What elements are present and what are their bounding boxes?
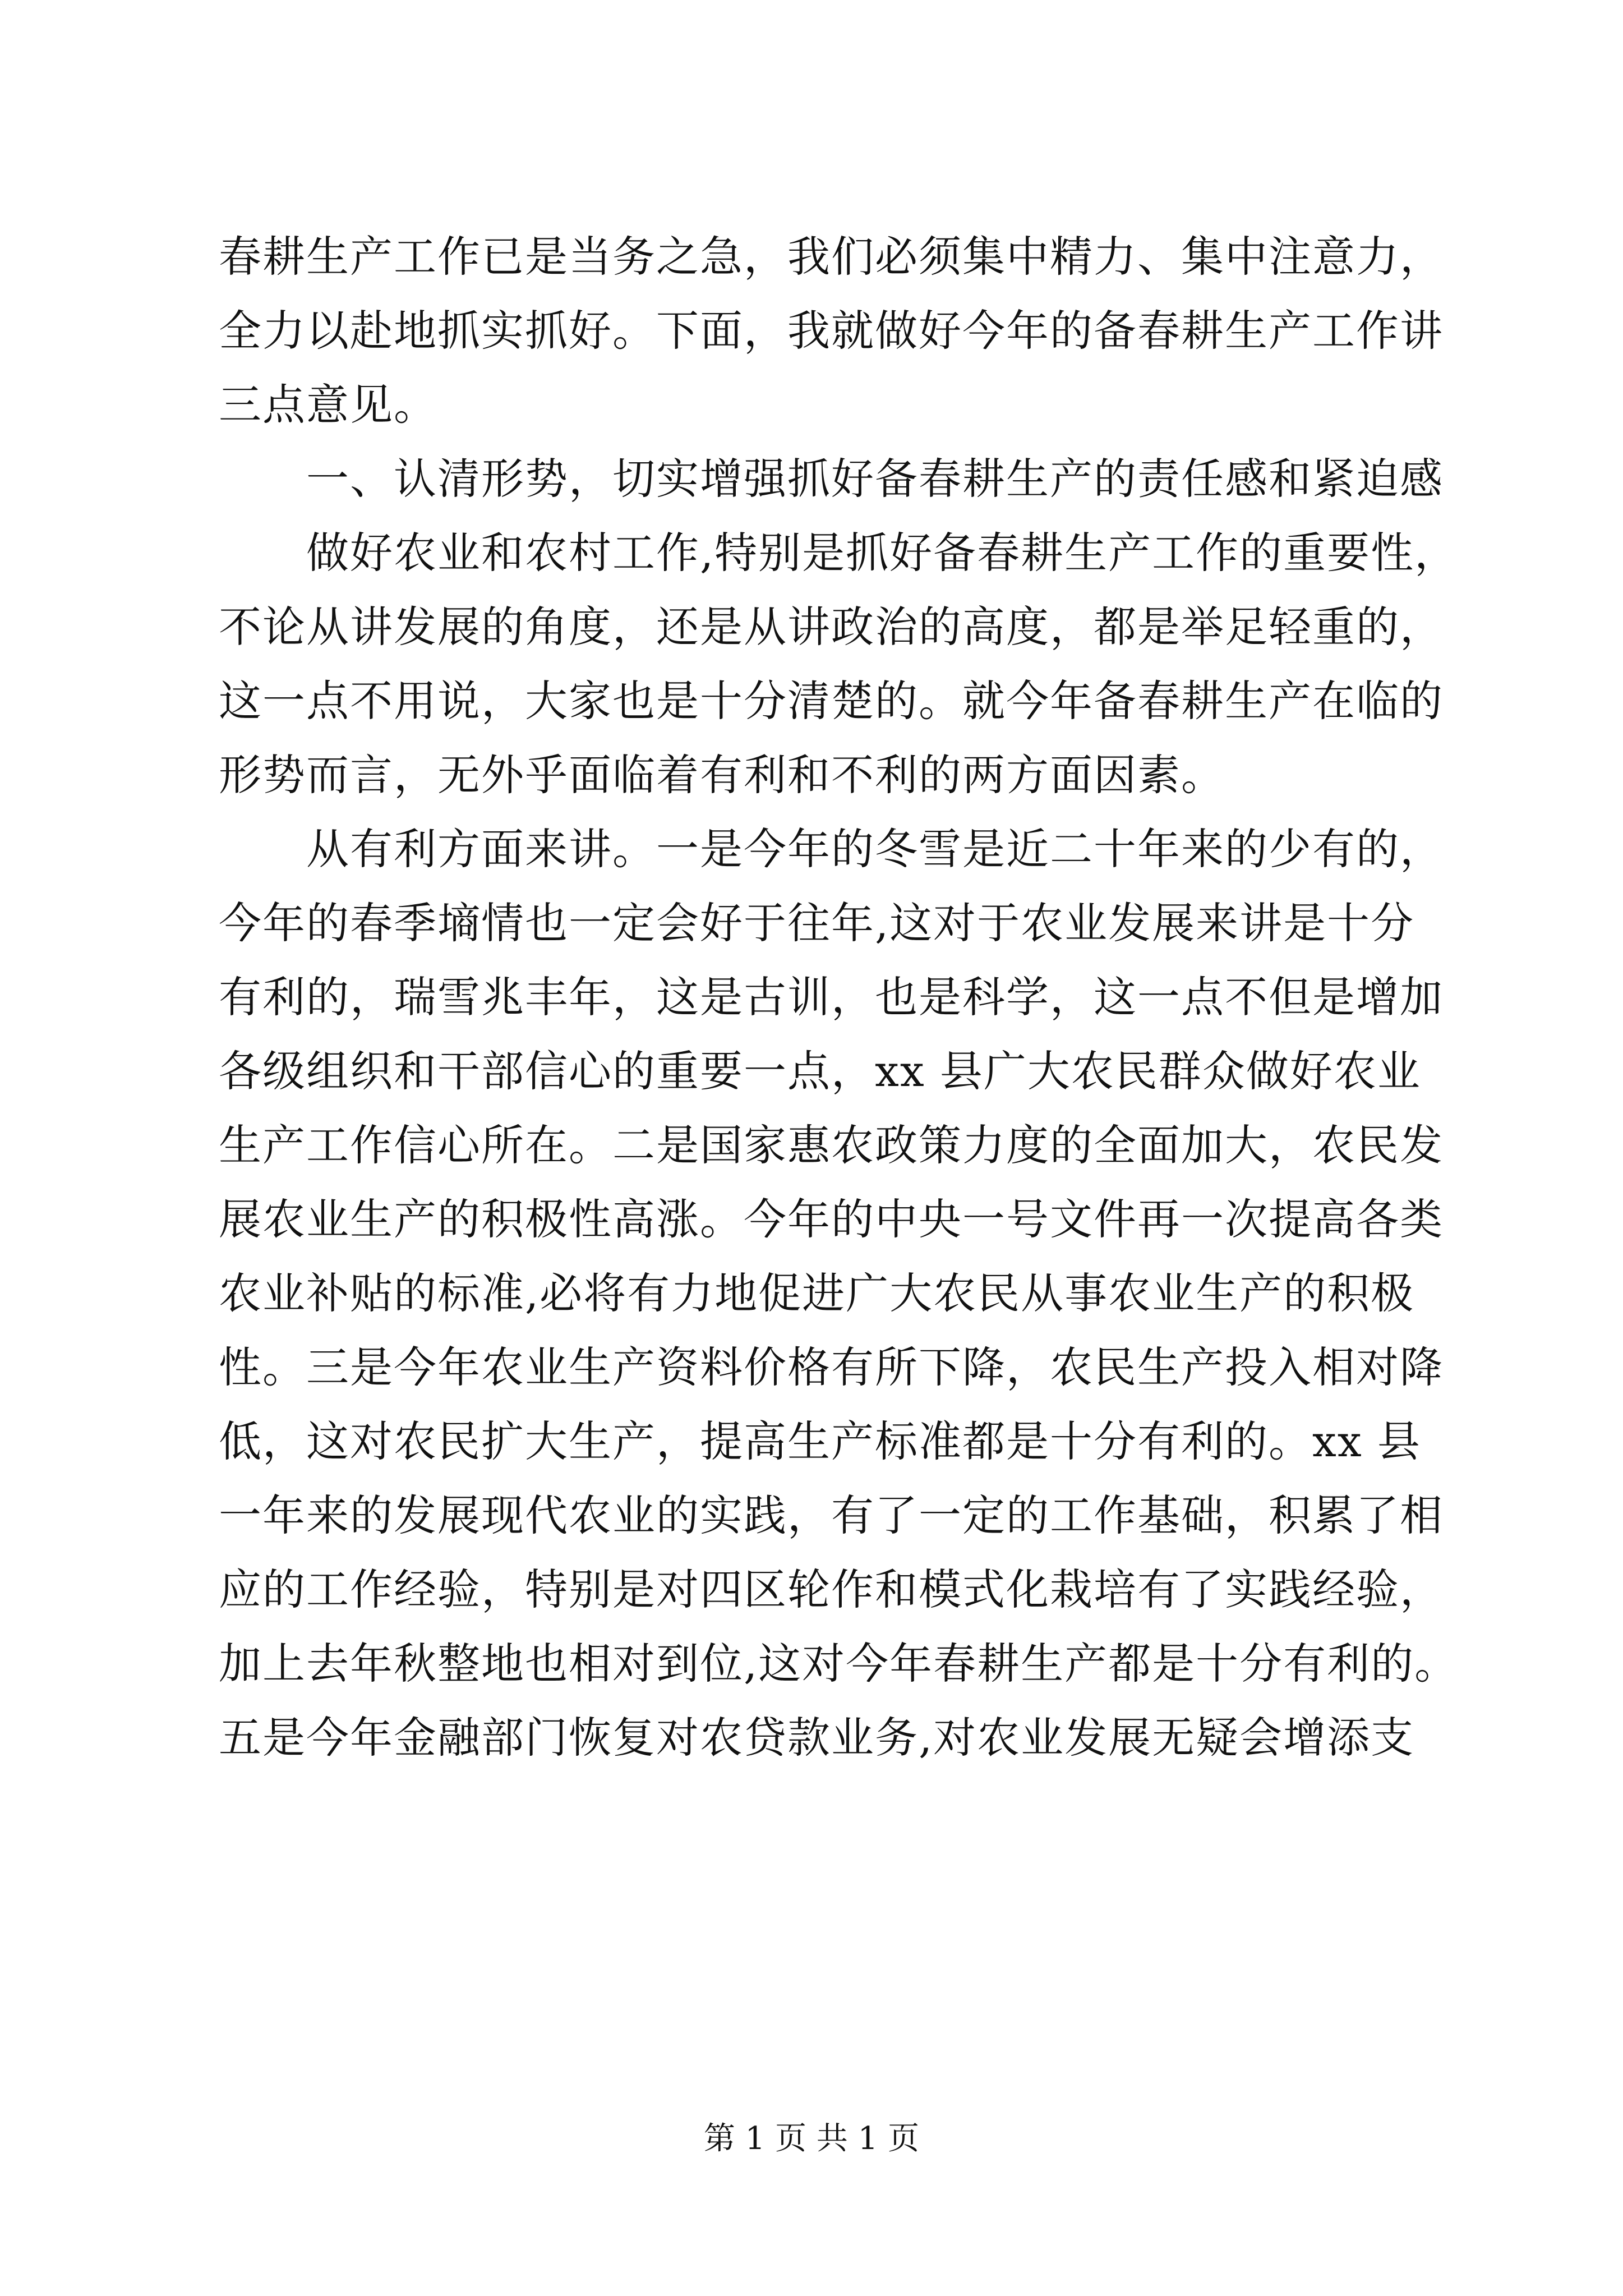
- text-line: 展农业生产的积极性高涨。今年的中央一号文件再一次提高各类: [219, 1194, 1444, 1244]
- text-line: 从有利方面来讲。一是今年的冬雪是近二十年来的少有的，: [306, 824, 1444, 874]
- text-line: 各级组织和干部信心的重要一点，xx 县广大农民群众做好农业: [219, 1046, 1421, 1096]
- text-line: 一年来的发展现代农业的实践，有了一定的工作基础，积累了相: [219, 1490, 1444, 1540]
- text-line: 这一点不用说，大家也是十分清楚的。就今年备春耕生产在临的: [219, 676, 1444, 726]
- text-line: 生产工作信心所在。二是国家惠农政策力度的全面加大，农民发: [219, 1120, 1444, 1170]
- text-line: 全力以赴地抓实抓好。下面，我就做好今年的备春耕生产工作讲: [219, 306, 1444, 356]
- text-line: 有利的，瑞雪兆丰年，这是古训，也是科学，这一点不但是增加: [219, 972, 1444, 1022]
- text-line: 性。三是今年农业生产资料价格有所下降，农民生产投入相对降: [219, 1342, 1444, 1392]
- text-line: 不论从讲发展的角度，还是从讲政治的高度，都是举足轻重的，: [219, 602, 1444, 652]
- text-line: 形势而言，无外乎面临着有利和不利的两方面因素。: [219, 750, 1225, 800]
- section-heading: 一、认清形势，切实增强抓好备春耕生产的责任感和紧迫感: [306, 454, 1444, 504]
- page-footer: 第 1 页 共 1 页: [703, 2120, 920, 2157]
- document-body: [219, 220, 1459, 1775]
- text-line: 农业补贴的标准,必将有力地促进广大农民从事农业生产的积极: [219, 1268, 1415, 1318]
- text-line: 三点意见。: [219, 380, 437, 430]
- text-line: 应的工作经验，特别是对四区轮作和模式化栽培有了实践经验，: [219, 1565, 1444, 1614]
- text-line: 低，这对农民扩大生产，提高生产标准都是十分有利的。xx 县: [219, 1416, 1421, 1466]
- text-line: 做好农业和农村工作,特别是抓好备春耕生产工作的重要性，: [306, 528, 1459, 578]
- text-line: 五是今年金融部门恢复对农贷款业务,对农业发展无疑会增添支: [219, 1713, 1415, 1763]
- text-line: 今年的春季墒情也一定会好于往年,这对于农业发展来讲是十分: [219, 898, 1415, 948]
- text-line: 春耕生产工作已是当务之急，我们必须集中精力、集中注意力，: [219, 232, 1444, 282]
- text-line: 加上去年秋整地也相对到位,这对今年春耕生产都是十分有利的。: [219, 1639, 1459, 1688]
